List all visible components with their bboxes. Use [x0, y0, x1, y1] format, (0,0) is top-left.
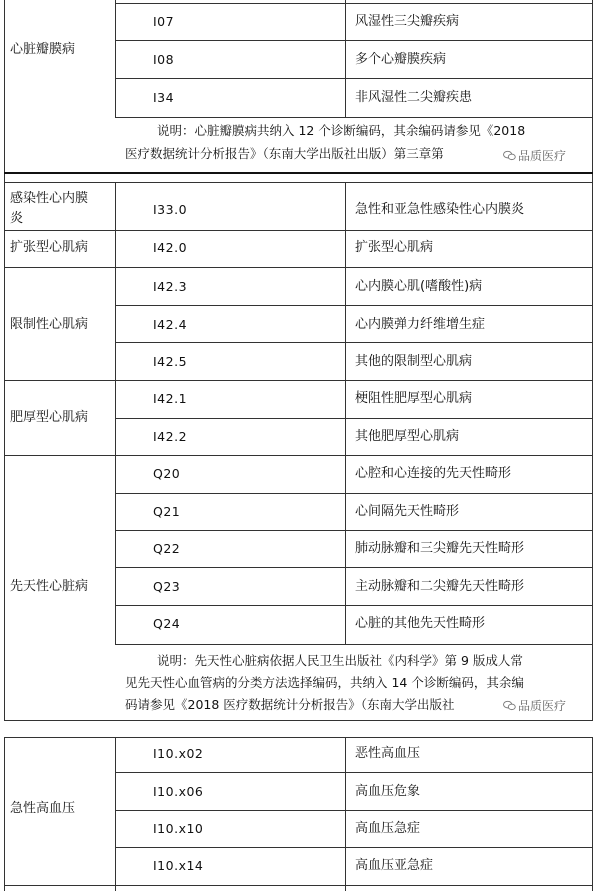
category-label: 急性高血压: [10, 801, 76, 816]
diagnosis-name: 高血压急症: [355, 821, 421, 836]
diagnosis-name: 其他肥厚型心肌病: [355, 429, 460, 444]
category-label: 扩张型心肌病: [10, 240, 89, 255]
diagnosis-name: 非风湿性二尖瓣疾患: [355, 90, 473, 105]
diagnosis-name: 梗阻性肥厚型心肌病: [355, 391, 473, 406]
diagnosis-name: 多个心瓣膜疾病: [355, 52, 447, 67]
diagnosis-name: 其他的限制型心肌病: [355, 354, 473, 369]
row-divider: [115, 40, 593, 41]
row-divider: [115, 342, 593, 343]
diagnosis-code: I10.x06: [153, 784, 204, 799]
row-divider: [115, 530, 593, 531]
column-divider: [345, 0, 346, 117]
diagnosis-name: 恶性高血压: [355, 746, 421, 761]
row-divider: [4, 182, 593, 183]
diagnosis-code: I33.0: [153, 202, 188, 217]
table-bottom-border: [4, 720, 593, 721]
column-divider: [115, 0, 116, 117]
row-divider: [115, 305, 593, 306]
diagnosis-code: I07: [153, 14, 175, 29]
diagnosis-code: Q23: [153, 579, 181, 594]
row-divider: [115, 810, 593, 811]
diagnosis-name: 风湿性三尖瓣疾病: [355, 14, 460, 29]
table-right-border: [592, 0, 593, 720]
diagnosis-name: 高血压亚急症: [355, 858, 434, 873]
row-divider: [115, 567, 593, 568]
diagnosis-name: 扩张型心肌病: [355, 240, 434, 255]
row-divider: [115, 644, 593, 645]
note-line: 说明：心脏瓣膜病共纳入 12 个诊断编码，其余编码请参见《2018: [157, 123, 526, 138]
table-right-border: [592, 737, 593, 891]
diagnosis-name: 心腔和心连接的先天性畸形: [355, 466, 512, 481]
row-divider: [115, 418, 593, 419]
category-label: 感染性心内膜: [10, 191, 89, 206]
category-label: 炎: [10, 211, 24, 226]
table-left-border: [4, 737, 5, 891]
category-label: 先天性心脏病: [10, 579, 89, 594]
diagnosis-code: Q22: [153, 541, 181, 556]
column-divider: [345, 182, 346, 645]
note-line: 医疗数据统计分析报告》（东南大学出版社出版）第三章第: [125, 146, 444, 161]
diagnosis-code: I34: [153, 90, 175, 105]
row-divider: [115, 772, 593, 773]
row-divider: [115, 3, 593, 4]
diagnosis-name: 高血压危象: [355, 784, 421, 799]
diagnosis-code: Q20: [153, 466, 181, 481]
diagnosis-code: Q21: [153, 504, 181, 519]
note-line: 说明：先天性心脏病依据人民卫生出版社《内科学》第 9 版成人常: [157, 653, 523, 668]
row-divider: [115, 117, 593, 118]
table-left-border: [4, 0, 5, 720]
column-divider: [345, 737, 346, 891]
diagnosis-code: I42.1: [153, 391, 188, 406]
category-label: 肥厚型心肌病: [10, 410, 89, 425]
diagnosis-name: 心内膜心肌(嗜酸性)病: [355, 279, 483, 294]
diagnosis-code: Q24: [153, 616, 181, 631]
column-divider: [115, 737, 116, 891]
diagnosis-code: I08: [153, 52, 175, 67]
diagnosis-code: I42.5: [153, 354, 188, 369]
diagnosis-code: I10.x14: [153, 858, 204, 873]
diagnosis-name: 心间隔先天性畸形: [355, 504, 460, 519]
diagnosis-code: I42.0: [153, 240, 188, 255]
row-divider: [115, 493, 593, 494]
row-divider: [4, 230, 593, 231]
page-break-line: [4, 172, 593, 174]
wechat-icon: [503, 150, 516, 161]
category-label: 心脏瓣膜病: [10, 42, 76, 57]
watermark: [500, 147, 566, 164]
row-divider: [4, 380, 593, 381]
diagnosis-name: 心脏的其他先天性畸形: [355, 616, 486, 631]
watermark: [500, 697, 566, 714]
diagnosis-code: I42.2: [153, 429, 188, 444]
diagnosis-code: I10.x10: [153, 821, 204, 836]
table-top-border: [4, 737, 593, 738]
row-divider: [115, 847, 593, 848]
watermark-text: 品质医疗: [518, 149, 567, 163]
diagnosis-name: 主动脉瓣和二尖瓣先天性畸形: [355, 579, 525, 594]
diagnosis-code: I42.3: [153, 279, 188, 294]
note-line: 见先天性心血管病的分类方法选择编码，共纳入 14 个诊断编码，其余编: [125, 675, 524, 690]
wechat-icon: [503, 700, 516, 711]
diagnosis-name: 肺动脉瓣和三尖瓣先天性畸形: [355, 541, 525, 556]
diagnosis-code: I10.x02: [153, 746, 204, 761]
diagnosis-name: 心内膜弹力纤维增生症: [355, 317, 486, 332]
row-divider: [4, 455, 593, 456]
row-divider: [4, 267, 593, 268]
note-line: 码请参见《2018 医疗数据统计分析报告》（东南大学出版社: [125, 697, 455, 712]
row-divider: [115, 605, 593, 606]
watermark-text: 品质医疗: [518, 699, 567, 713]
row-divider: [4, 885, 593, 886]
category-label: 限制性心肌病: [10, 317, 89, 332]
diagnosis-code: I42.4: [153, 317, 188, 332]
row-divider: [115, 78, 593, 79]
column-divider: [115, 182, 116, 645]
diagnosis-name: 急性和亚急性感染性心内膜炎: [355, 202, 525, 217]
